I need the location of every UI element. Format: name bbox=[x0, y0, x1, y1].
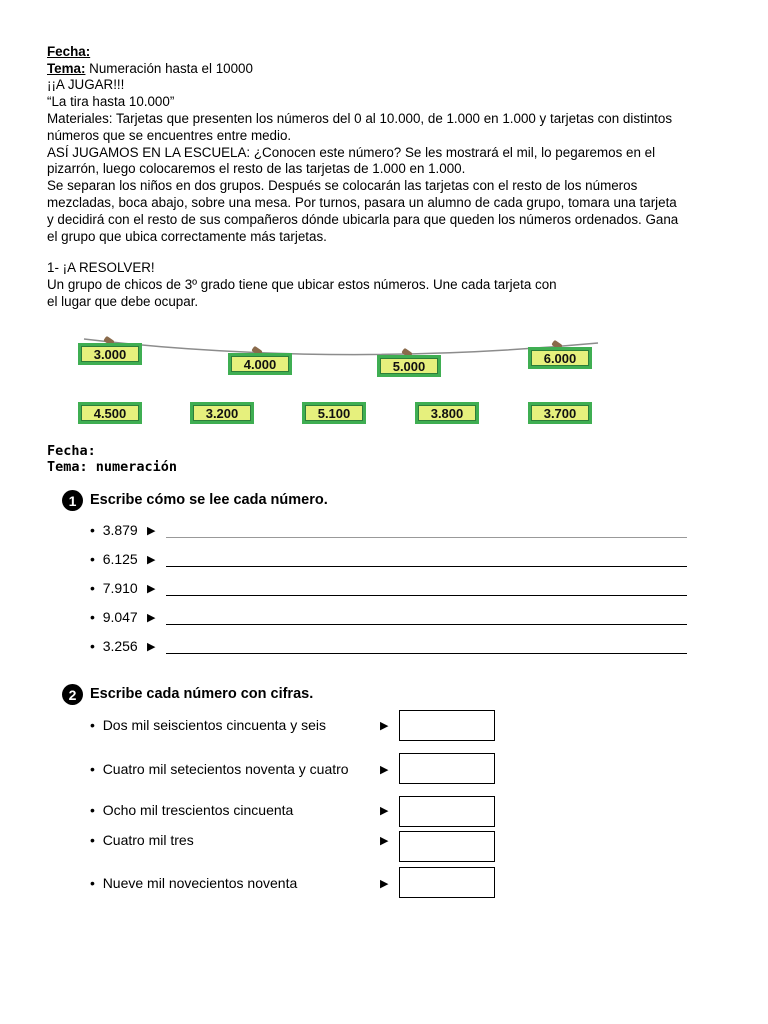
intro-line: el grupo que ubica correctamente más tarjetas. bbox=[47, 228, 327, 244]
exercise-number-badge: 2 bbox=[62, 684, 83, 705]
arrow-right-icon: ▶ bbox=[380, 805, 389, 817]
tema-label: Tema: bbox=[47, 61, 86, 76]
resolver-line: el lugar que debe ocupar. bbox=[47, 294, 199, 309]
section2-tema: Tema: numeración bbox=[47, 459, 178, 475]
number-value: 3.256 bbox=[102, 638, 138, 654]
answer-line[interactable] bbox=[166, 653, 687, 654]
number-words: Nueve mil novecientos noventa bbox=[102, 875, 298, 891]
section2-fecha: Fecha: bbox=[47, 443, 96, 459]
hanging-card[interactable]: 3.000 bbox=[78, 343, 142, 365]
answer-line[interactable] bbox=[166, 595, 687, 596]
number-value: 3.879 bbox=[102, 522, 138, 538]
loose-card[interactable]: 3.700 bbox=[528, 402, 592, 424]
fecha-label: Fecha: bbox=[47, 44, 91, 59]
jugar-heading: ¡¡A JUGAR!!! bbox=[47, 77, 125, 92]
arrow-right-icon: ▶ bbox=[380, 764, 389, 776]
answer-line[interactable] bbox=[166, 624, 687, 625]
number-value: 7.910 bbox=[102, 580, 138, 596]
exercise1-item: • 3.879 bbox=[90, 522, 138, 538]
number-value: 9.047 bbox=[102, 609, 138, 625]
hanging-card[interactable]: 5.000 bbox=[377, 355, 441, 377]
exercise1-item: • 9.047 bbox=[90, 609, 138, 625]
answer-line[interactable] bbox=[166, 566, 687, 567]
exercise2-item: • Nueve mil novecientos noventa bbox=[90, 875, 298, 891]
intro-line: Se separan los niños en dos grupos. Después se colocarán las tarjetas con el resto de los números bbox=[47, 178, 638, 194]
answer-box[interactable] bbox=[399, 831, 495, 862]
exercise1-title: Escribe cómo se lee cada número. bbox=[90, 492, 328, 508]
arrow-right-icon: ▶ bbox=[147, 641, 156, 653]
arrow-right-icon: ▶ bbox=[147, 525, 156, 537]
exercise2-item: • Ocho mil trescientos cincuenta bbox=[90, 802, 294, 818]
arrow-right-icon: ▶ bbox=[380, 835, 389, 847]
tira-title: “La tira hasta 10.000” bbox=[47, 94, 175, 109]
exercise1-item: • 3.256 bbox=[90, 638, 138, 654]
loose-card[interactable]: 5.100 bbox=[302, 402, 366, 424]
arrow-right-icon: ▶ bbox=[147, 583, 156, 595]
exercise2-title: Escribe cada número con cifras. bbox=[90, 686, 314, 702]
number-words: Ocho mil trescientos cincuenta bbox=[102, 802, 294, 818]
intro-line: Materiales: Tarjetas que presenten los números del 0 al 10.000, de 1.000 en 1.000 y tarjetas con distintos bbox=[47, 111, 673, 126]
intro-line: ASÍ JUGAMOS EN LA ESCUELA: ¿Conocen este número? Se les mostrará el mil, lo pegaremos en el bbox=[47, 144, 656, 160]
number-words: Cuatro mil tres bbox=[102, 832, 194, 848]
exercise1-item: • 6.125 bbox=[90, 551, 138, 567]
hanging-card[interactable]: 6.000 bbox=[528, 347, 592, 369]
loose-card[interactable]: 4.500 bbox=[78, 402, 142, 424]
exercise-number-badge: 1 bbox=[62, 490, 83, 511]
exercise1-item: • 7.910 bbox=[90, 580, 138, 596]
answer-box[interactable] bbox=[399, 753, 495, 784]
resolver-line: Un grupo de chicos de 3º grado tiene que ubicar estos números. Une cada tarjeta con bbox=[47, 277, 557, 292]
resolver-title: 1- ¡A RESOLVER! bbox=[47, 260, 155, 275]
exercise2-item: • Cuatro mil tres bbox=[90, 832, 194, 848]
answer-box[interactable] bbox=[399, 710, 495, 741]
answer-box[interactable] bbox=[399, 796, 495, 827]
exercise2-item: • Dos mil seiscientos cincuenta y seis bbox=[90, 717, 326, 733]
intro-line: mezcladas, boca abajo, sobre una mesa. Por turnos, pasara un alumno de cada grupo, tomara una tarjeta bbox=[47, 194, 677, 210]
number-value: 6.125 bbox=[102, 551, 138, 567]
intro-line: pizarrón, luego colocaremos el resto de las tarjetas de 1.000 en 1.000. bbox=[47, 161, 466, 177]
number-words: Dos mil seiscientos cincuenta y seis bbox=[102, 717, 326, 733]
number-words: Cuatro mil setecientos noventa y cuatro bbox=[102, 761, 349, 777]
arrow-right-icon: ▶ bbox=[147, 612, 156, 624]
arrow-right-icon: ▶ bbox=[380, 720, 389, 732]
hanging-card[interactable]: 4.000 bbox=[228, 353, 292, 375]
intro-line: y decidirá con el resto de sus compañeros dónde ubicarla para que queden los números ordenados. Gana bbox=[47, 211, 679, 227]
loose-card[interactable]: 3.800 bbox=[415, 402, 479, 424]
intro-line: números que se encuentres entre medio. bbox=[47, 127, 292, 143]
arrow-right-icon: ▶ bbox=[380, 878, 389, 890]
arrow-right-icon: ▶ bbox=[147, 554, 156, 566]
tema-value: Numeración hasta el 10000 bbox=[85, 61, 253, 76]
answer-line[interactable] bbox=[166, 537, 687, 538]
answer-box[interactable] bbox=[399, 867, 495, 898]
exercise2-item: • Cuatro mil setecientos noventa y cuatro bbox=[90, 761, 349, 777]
loose-card[interactable]: 3.200 bbox=[190, 402, 254, 424]
